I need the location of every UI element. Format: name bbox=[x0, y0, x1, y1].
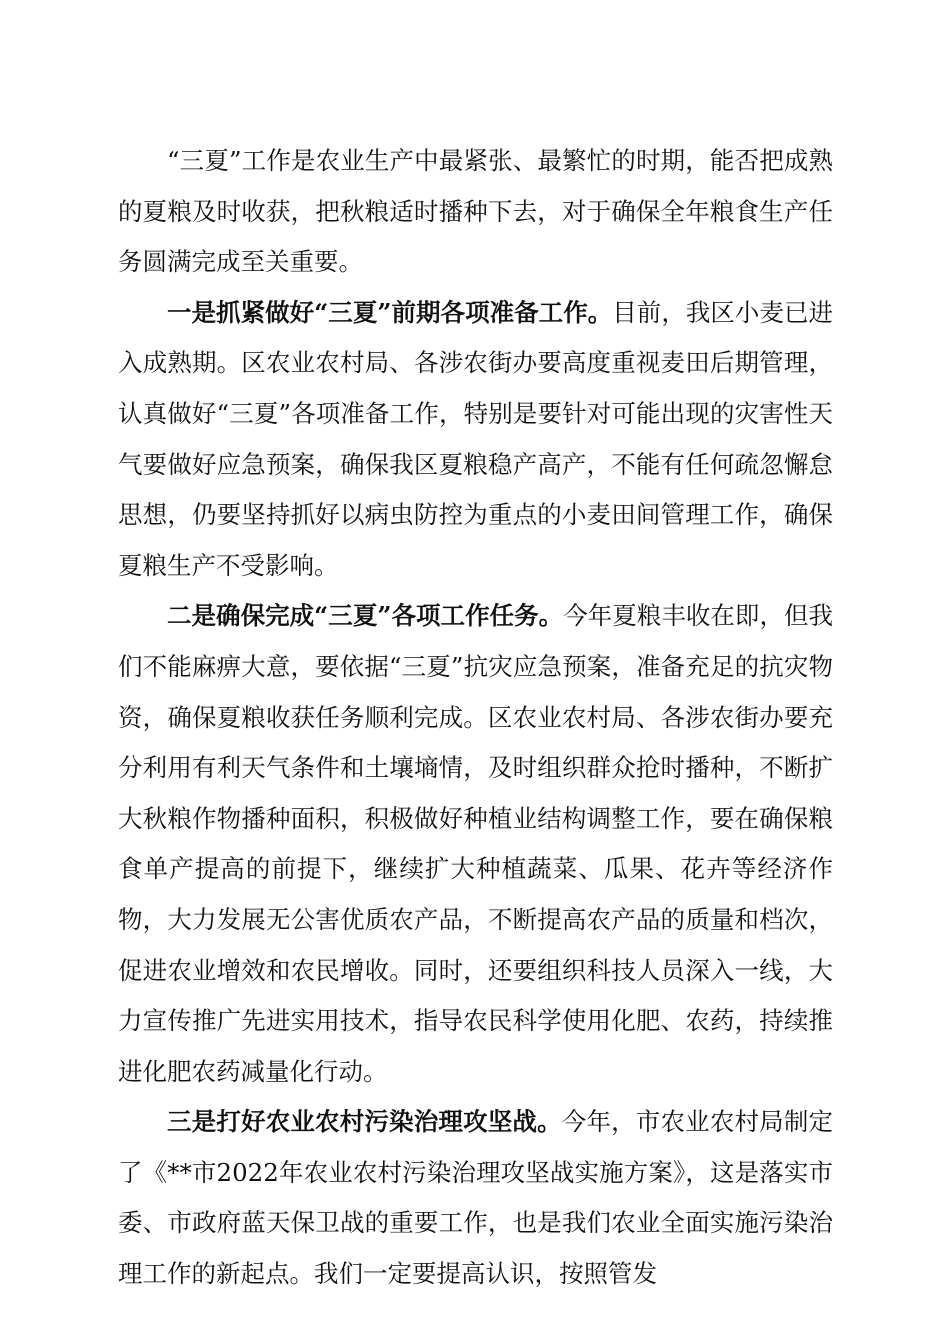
paragraph-lead: 二是确保完成“三夏”各项工作任务。 bbox=[167, 601, 564, 631]
paragraph-third-task bbox=[118, 1097, 833, 1299]
paragraph-text: 目前，我区小麦已进入成熟期。区农业农村局、各涉农街办要高度重视麦田后期管理，认真做好“三夏”各项准备工作，特别是要针对可能出现的灾害性天气要做好应急预案，确保我区夏粮稳产高产，不能有任何疏忽懈怠思想，仍要坚持抓好以病虫防控为重点的小麦田间管理工作，确保夏粮生产不受影响。 bbox=[118, 297, 834, 580]
paragraph-first-task bbox=[118, 288, 833, 592]
paragraph-second-task bbox=[118, 591, 833, 1097]
paragraph-text: 今年夏粮丰收在即，但我们不能麻痹大意，要依据“三夏”抗灾应急预案，准备充足的抗灾物资，确保夏粮收获任务顺利完成。区农业农村局、各涉农街办要充分利用有利天气条件和土壤墒情，及时组织群众抢时播种，不断扩大秋粮作物播种面积，积极做好种植业结构调整工作，要在确保粮食单产提高的前提下，继续扩大种植蔬菜、瓜果、花卉等经济作物，大力发展无公害优质农产品，不断提高农产品的质量和档次，促进农业增效和农民增收。同时，还要组织科技人员深入一线，大力宣传推广先进实用技术，指导农民科学使用化肥、农药，持续推进化肥农药减量化行动。 bbox=[118, 601, 834, 1086]
paragraph-lead: 一是抓紧做好“三夏”前期各项准备工作。 bbox=[167, 297, 613, 327]
paragraph-text: 今年，市农业农村局制定了《**市2022年农业农村污染治理攻坚战实施方案》，这是落实市委、市政府蓝天保卫战的重要工作，也是我们农业全面实施污染治理工作的新起点。我们一定要提高认识，按照管发 bbox=[118, 1107, 834, 1289]
paragraph-text: “三夏”工作是农业生产中最紧张、最繁忙的时期，能否把成熟的夏粮及时收获，把秋粮适时播种下去，对于确保全年粮食生产任务圆满完成至关重要。 bbox=[118, 146, 833, 277]
paragraph-intro bbox=[118, 136, 833, 288]
document-body bbox=[118, 136, 833, 1300]
paragraph-lead: 三是打好农业农村污染治理攻坚战。 bbox=[167, 1107, 562, 1137]
